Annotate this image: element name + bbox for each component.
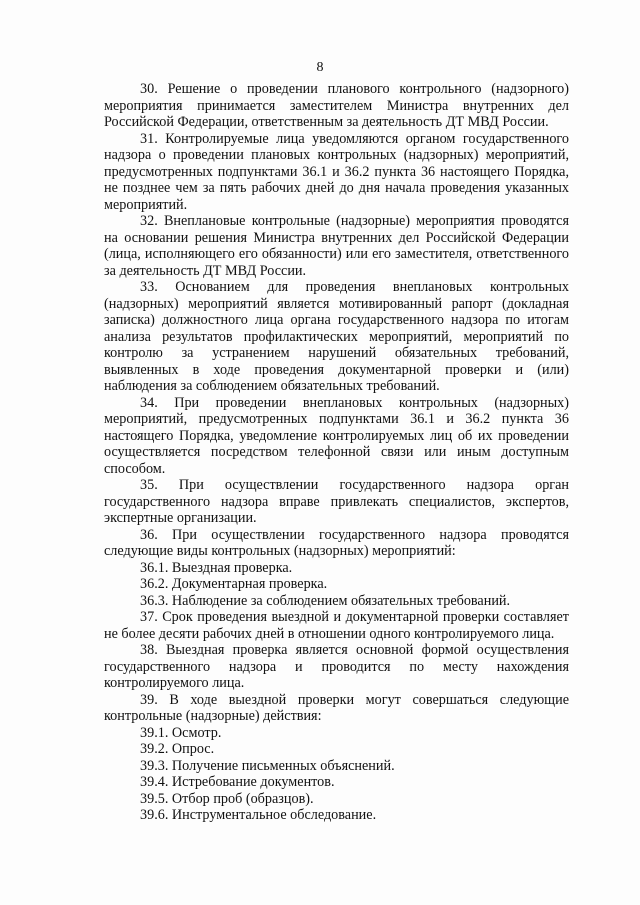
paragraph-39-1: 39.1. Осмотр. (140, 724, 222, 741)
paragraph-35: 35. При осуществлении государственного надзора орган государственного надзора вправе привлекать специалистов, экспертов, экспертные организации. (104, 477, 569, 526)
paragraph-34: 34. При проведении внеплановых контрольных (надзорных) мероприятий, предусмотренных подпунктами 36.1 и 36.2 пункта 36 настоящего Порядка, уведомление контролируемых лиц об их проведении осуществляется посредством телефонной связи или иным доступным способом. (104, 394, 569, 477)
paragraph-30: 30. Решение о проведении планового контрольного (надзорного) мероприятия принимается заместителем Министра внутренних дел Российской Федерации, ответственным за деятельность ДТ МВД России. (104, 81, 569, 130)
paragraph-39: 39. В ходе выездной проверки могут совершаться следующие контрольные (надзорные) действия: (104, 691, 569, 724)
page-number: 8 (316, 60, 324, 75)
paragraph-36-2: 36.2. Документарная проверка. (140, 576, 328, 592)
paragraph-38: 38. Выездная проверка является основной формой осуществления государственного надзора и проводится по месту нахождения контролируемого лица. (104, 642, 569, 691)
paragraph-39-2: 39.2. Опрос. (140, 741, 215, 757)
paragraph-39-4: 39.4. Истребование документов. (140, 774, 335, 790)
paragraph-39-6: 39.6. Инструментальное обследование. (140, 807, 377, 823)
paragraph-32: 32. Внеплановые контрольные (надзорные) мероприятия проводятся на основании решения Министра внутренних дел Российской Федерации (лица, исполняющего его обязанности) или его заместителя, ответственного за деятельность ДТ МВД России. (104, 213, 569, 279)
paragraph-31: 31. Контролируемые лица уведомляются органом государственного надзора о проведении плановых контрольных (надзорных) мероприятий, предусмотренных подпунктами 36.1 и 36.2 пункта 36 настоящего Порядка, не позднее чем за пять рабочих дней до дня начала проведения указанных мероприятий. (104, 130, 569, 213)
paragraph-36: 36. При осуществлении государственного надзора проводятся следующие виды контрольных (надзорных) мероприятий: (104, 526, 569, 559)
document-body (104, 81, 569, 824)
paragraph-39-5: 39.5. Отбор проб (образцов). (140, 790, 314, 807)
paragraph-36-3: 36.3. Наблюдение за соблюдением обязательных требований. (140, 592, 511, 609)
paragraph-33: 33. Основанием для проведения внеплановых контрольных (надзорных) мероприятий является мотивированный рапорт (докладная записка) должностного лица органа государственного надзора по итогам анализа результатов профилактических мероприятий, мероприятий по контролю за устранением нарушений обязательных требований, выявленных в ходе проведения документарной проверки и (или) наблюдения за соблюдением обязательных требований. (104, 279, 569, 394)
paragraph-36-1: 36.1. Выездная проверка. (140, 559, 293, 576)
paragraph-37: 37. Срок проведения выездной и документарной проверки составляет не более десяти рабочих дней в отношении одного контролируемого лица. (104, 609, 569, 642)
paragraph-39-3: 39.3. Получение письменных объяснений. (140, 757, 395, 774)
